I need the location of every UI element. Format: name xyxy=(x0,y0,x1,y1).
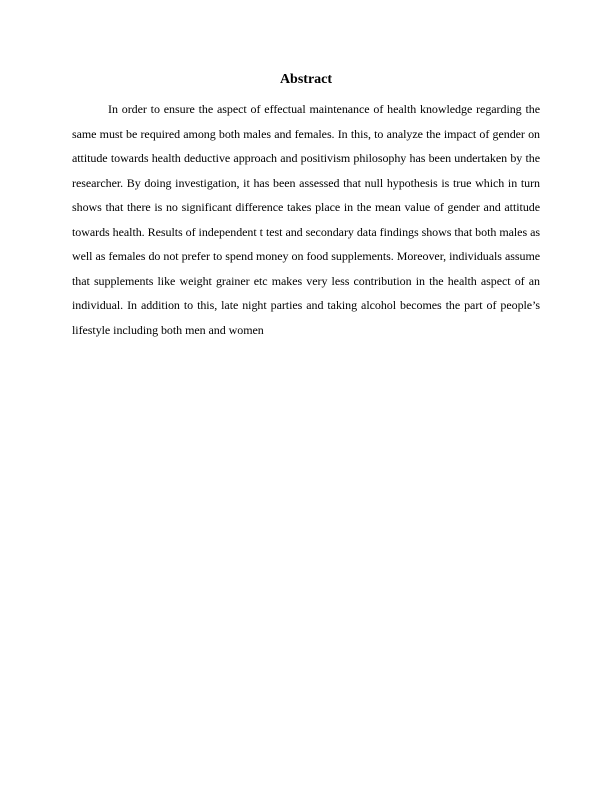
abstract-paragraph: In order to ensure the aspect of effectual maintenance of health knowledge regarding the same must be required among both males and females. In this, to analyze the impact of gender on attitude towards health deductive approach and positivism philosophy has been undertaken by the researcher. By doing investigation, it has been assessed that null hypothesis is true which in turn shows that there is no significant difference takes place in the mean value of gender and attitude towards health. Results of independent t test and secondary data findings shows that both males as well as females do not prefer to spend money on food supplements. Moreover, individuals assume that supplements like weight grainer etc makes very less contribution in the health aspect of an individual. In addition to this, late night parties and taking alcohol becomes the part of people’s lifestyle including both men and women xyxy=(72,102,540,337)
abstract-title: Abstract xyxy=(279,72,333,87)
abstract-section xyxy=(72,71,540,342)
